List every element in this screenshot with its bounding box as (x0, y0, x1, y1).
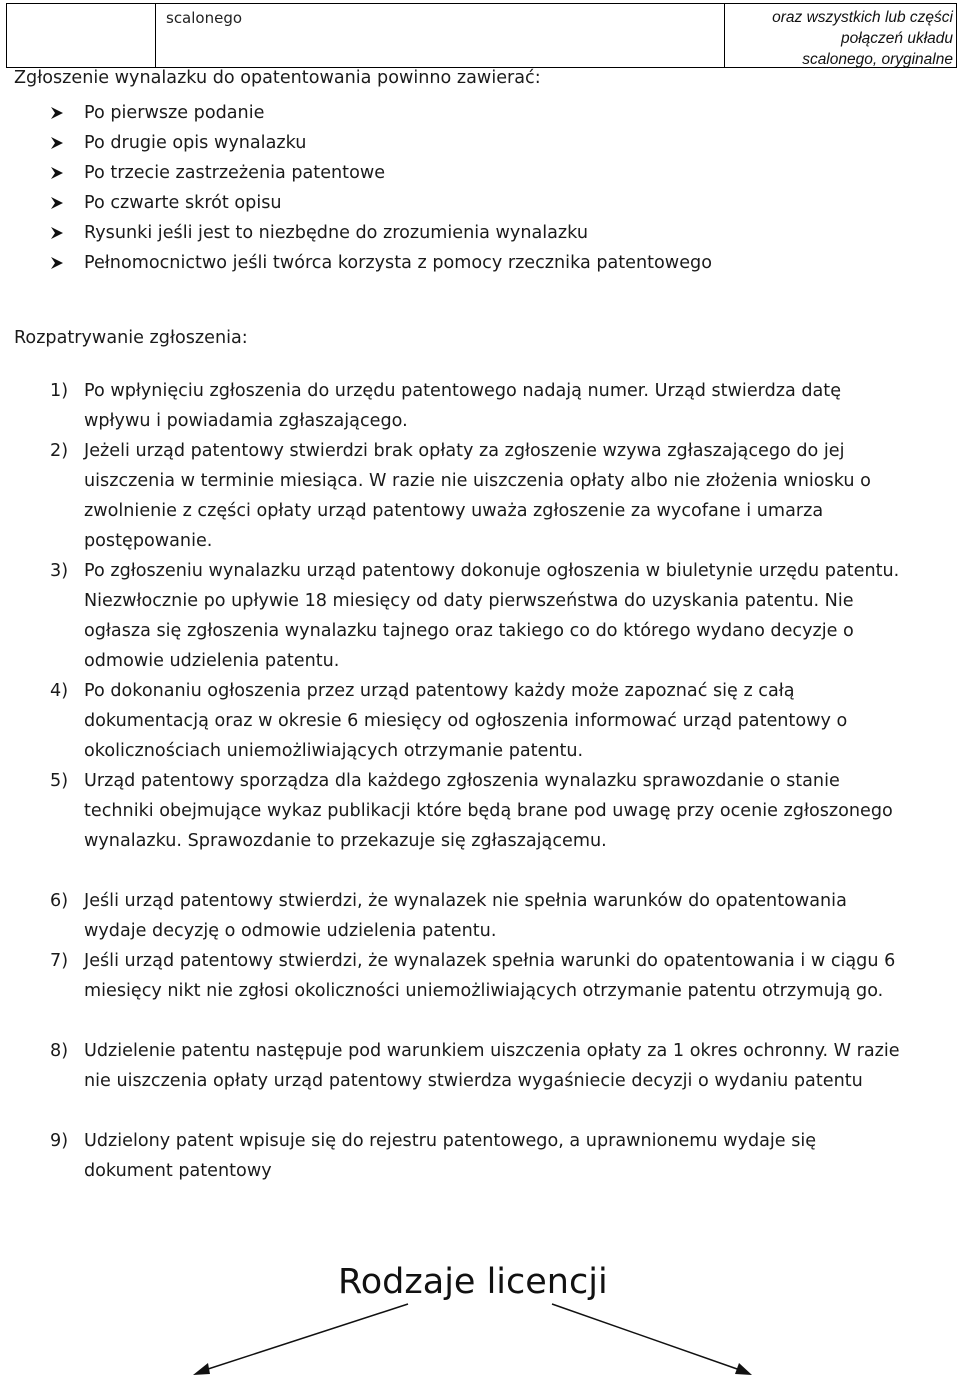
list-item-text: Po zgłoszeniu wynalazku urząd patentowy dokonuje ogłoszenia w biuletynie urzędu patentu. Niezwłocznie po upływie 18 miesięcy od daty pierwszeństwa do uzyskania patentu. Nie ogłasza się zgłoszenia wynalazku tajnego oraz takiego co do którego wydano decyzje o odmowie udzielenia patentu. (84, 561, 900, 671)
list-item-number: 9) (50, 1131, 69, 1151)
list-item-number: 1) (50, 381, 69, 401)
list-item-text: Jeśli urząd patentowy stwierdzi, że wynalazek spełnia warunki do opatentowania i w ciągu 6 miesięcy nikt nie zgłosi okoliczności uniemożliwiających otrzymanie patentu otrzymują go. (84, 951, 896, 1001)
list-item-number: 6) (50, 891, 69, 911)
list-item-text: Jeśli urząd patentowy stwierdzi, że wynalazek nie spełnia warunków do opatentowania wydaje decyzję o odmowie udzielenia patentu. (84, 891, 847, 941)
table-cell-right (725, 7, 953, 70)
list-item-text: Po pierwsze podanie (84, 103, 265, 123)
list-item-text: Po czwarte skrót opisu (84, 193, 282, 213)
list-item-number: 2) (50, 441, 69, 461)
list-item-text: Jeżeli urząd patentowy stwierdzi brak opłaty za zgłoszenie wzywa zgłaszającego do jej uiszczenia w terminie miesiąca. W razie nie uiszczenia opłaty albo nie złożenia wniosku o zwolnienie z części opłaty urząd patentowy uważa zgłoszenie za wycofane i umarza postępowanie. (84, 441, 871, 551)
list-item-number: 3) (50, 561, 69, 581)
section-heading-application: Zgłoszenie wynalazku do opatentowania powinno zawierać: (14, 68, 541, 88)
table-cell-right-line: połączeń układu (840, 30, 953, 47)
list-item-number: 7) (50, 951, 69, 971)
section-heading-review: Rozpatrywanie zgłoszenia: (14, 328, 248, 348)
list-item-text: Rysunki jeśli jest to niezbędne do zrozumienia wynalazku (84, 223, 588, 243)
list-item-number: 4) (50, 681, 69, 701)
arrow-right-icon (552, 1304, 752, 1375)
list-item-text: Udzielony patent wpisuje się do rejestru patentowego, a uprawnionemu wydaje się dokument patentowy (84, 1131, 817, 1181)
list-item-number: 8) (50, 1041, 69, 1061)
list-item-text: Po dokonaniu ogłoszenia przez urząd patentowy każdy może zapoznać się z całą dokumentacją oraz w okresie 6 miesięcy od ogłoszenia informować urząd patentowy o okolicznościach uniemożliwiających otrzymanie patentu. (84, 681, 848, 761)
list-item-number: 5) (50, 771, 69, 791)
table-cell-right-line: oraz wszystkich lub części (772, 9, 953, 26)
list-item-text: Urząd patentowy sporządza dla każdego zgłoszenia wynalazku sprawozdanie o stanie techniki obejmujące wykaz publikacji które będą brane pod uwagę przy ocenie zgłoszonego wynalazku. Sprawozdanie to przekazuje się zgłaszającemu. (84, 771, 893, 851)
diagram-arrows (0, 1290, 960, 1379)
diagram-title: Rodzaje licencji (338, 1262, 608, 1302)
top-table-fragment (6, 3, 957, 68)
table-cell-right-line: scalonego, oryginalne (802, 51, 953, 68)
table-cell-middle (156, 4, 725, 67)
list-item-text: Udzielenie patentu następuje pod warunkiem uiszczenia opłaty za 1 okres ochronny. W razie nie uiszczenia opłaty urząd patentowy stwierdza wygaśniecie decyzji o wydaniu patentu (84, 1041, 900, 1091)
arrow-left-icon (193, 1304, 408, 1375)
list-item-text: Pełnomocnictwo jeśli twórca korzysta z pomocy rzecznika patentowego (84, 253, 712, 273)
table-cell-middle-text: scalonego (166, 9, 243, 27)
list-item-text: Po drugie opis wynalazku (84, 133, 307, 153)
list-item-text: Po trzecie zastrzeżenia patentowe (84, 163, 386, 183)
list-item-text: Po wpłynięciu zgłoszenia do urzędu patentowego nadają numer. Urząd stwierdza datę wpływu i powiadamia zgłaszającego. (84, 381, 842, 431)
table-cell-empty (7, 4, 156, 67)
